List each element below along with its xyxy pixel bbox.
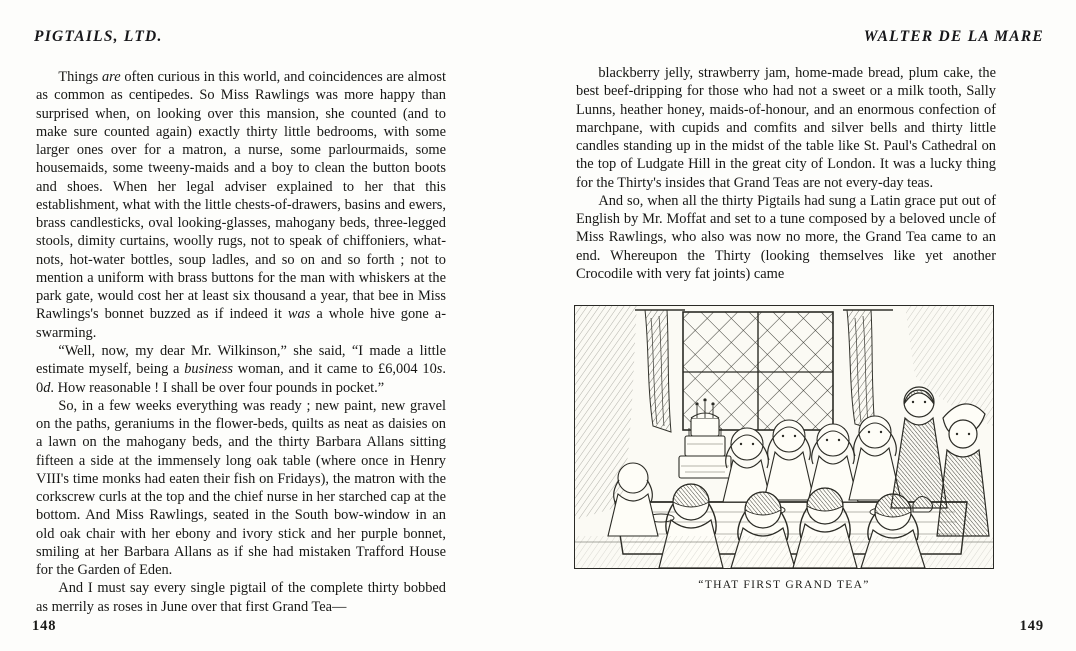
right-page <box>538 0 1076 651</box>
paragraph: “Well, now, my dear Mr. Wilkinson,” she said, “I made a little estimate myself, being a business woman, and it came to £6,004 10s. 0d. How reasonable ! I shall be over four pounds in pocket.” <box>36 342 446 396</box>
illustration-figure <box>574 305 994 591</box>
paragraph: So, in a few weeks everything was ready ; new paint, new gravel on the paths, geraniums in the flower-beds, quilts as neat as daisies on a lawn on the mahogany beds, and the thirty Barbara Allans sitting fifteen a side at the immensely long oak table (where once in Henry VIII's time monks had eaten their fish on Fridays), the matron with the corkscrew curls at the top and the chief nurse in her starched cap at the bottom. And Miss Rawlings, seated in the South bow-window in an old oak chair with her ebony and ivory stick and her purple bonnet, smiling at her Barbara Allans as if she had mistaken Trafford House for the Garden of Eden. <box>36 397 446 579</box>
children-at-tea-table-engraving <box>575 306 993 568</box>
page-number-left: 148 <box>32 618 57 634</box>
paragraph: blackberry jelly, strawberry jam, home-made bread, plum cake, the best beef-dripping for those who had not a sweet or a milk tooth, Sally Lunns, heather honey, maids-of-honour, and an enormous confection of marchpane, with cupids and comfits and silver bells and thirty little candles standing up in the midst of the table like St. Paul's Cathedral on the top of Ludgate Hill in the great city of London. It was a lucky thing for the Thirty's insides that Grand Teas are not every-day teas. <box>576 65 996 191</box>
paragraph: Things are often curious in this world, and coincidences are almost as common as centipedes. So Miss Rawlings was more happy than surprised when, on looking over this mansion, she counted (and to make sure counted again) exactly thirty little bedrooms, with some larger ones over for a matron, a nurse, some parlourmaids, some housemaids, some tweeny-maids and a boy to clean the button boots and shoes. When her legal adviser explained to her that this establishment, what with the little chests-of-drawers, basins and ewers, brass candlesticks, oval looking-glasses, mahogany beds, three-legged stools, dimity curtains, woolly rugs, not to speak of chiffoniers, what-nots, hot-water bottles, soup ladles, and so on and so forth ; not to mention a uniform with brass buttons for the man with whiskers at the park gate, would cost her at least six thousand a year, that bee in Miss Rawlings's bonnet buzzed as if indeed it was a whole hive gone a-swarming. <box>36 69 446 341</box>
illustration-caption: “THAT FIRST GRAND TEA” <box>698 578 870 592</box>
running-head-right: WALTER DE LA MARE <box>863 28 1044 45</box>
illustration-frame <box>574 305 994 569</box>
paragraph: And so, when all the thirty Pigtails had sung a Latin grace put out of English by Mr. Moffat and set to a tune composed by a beloved uncle of Miss Rawlings, who also was now no more, the Grand Tea came to an end. Whereupon the Thirty (looking themselves like yet another Crocodile with very fat joints) came <box>576 192 996 282</box>
left-page-text-column <box>36 68 446 616</box>
paragraph: And I must say every single pigtail of the complete thirty bobbed as merrily as roses in June over that first Grand Tea— <box>36 580 446 615</box>
running-head-left: PIGTAILS, LTD. <box>34 28 163 45</box>
page-number-right: 149 <box>1019 618 1044 634</box>
right-page-text-column <box>576 64 996 283</box>
